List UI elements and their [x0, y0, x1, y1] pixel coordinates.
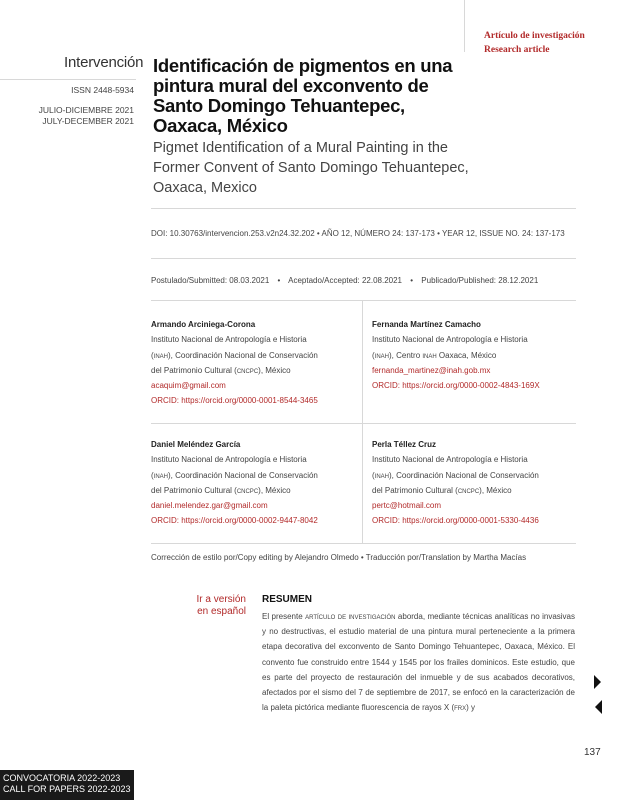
author-institution: Instituto Nacional de Antropología e Historia: [372, 455, 528, 465]
date-separator: •: [277, 276, 281, 285]
author-orcid-link[interactable]: ORCID: https://orcid.org/0000-0002-4843-169X: [372, 381, 540, 391]
credits-divider: [151, 543, 576, 544]
author-institution: Instituto Nacional de Antropología e Historia: [372, 335, 528, 345]
header-vertical-rule: [464, 0, 465, 52]
doi-divider-top: [151, 208, 576, 209]
author-orcid-link[interactable]: ORCID: https://orcid.org/0000-0002-9447-8042: [151, 516, 318, 526]
dates-divider: [151, 300, 576, 301]
submitted-date: Postulado/Submitted: 08.03.2021: [151, 276, 270, 285]
title-spanish: Identificación de pigmentos en una pintura mural del exconvento de Santo Domingo Tehuantepec, Oaxaca, México: [153, 55, 453, 136]
author-name: Armando Arciniega-Corona: [151, 320, 256, 329]
author-institution: (inah), Coordinación Nacional de Conservación: [372, 470, 539, 480]
issue-dates-es: JULIO-DICIEMBRE 2021: [38, 105, 134, 115]
author-name: Perla Téllez Cruz: [372, 440, 437, 449]
author-institution: (inah), Centro inah Oaxaca, México: [372, 350, 497, 360]
date-separator: •: [410, 276, 414, 285]
author-block: [372, 437, 577, 529]
author-email-link[interactable]: acaquim@gmail.com: [151, 381, 226, 391]
article-type: [484, 29, 585, 57]
goto-spanish-version-link[interactable]: Ir a versión en español: [196, 594, 246, 617]
author-block: [151, 317, 356, 409]
author-email-link[interactable]: daniel.melendez.gar@gmail.com: [151, 501, 268, 511]
author-block: [372, 317, 577, 393]
publication-dates: [151, 276, 538, 285]
author-orcid-link[interactable]: ORCID: https://orcid.org/0000-0001-5330-4436: [372, 516, 539, 526]
authors-divider: [151, 423, 576, 424]
title-english: Pigmet Identification of a Mural Painting in the Former Convent of Santo Domingo Tehuantepec, Oaxaca, Mexico: [153, 140, 469, 196]
author-email-link[interactable]: pertc@hotmail.com: [372, 501, 442, 511]
article-type-es: Artículo de investigación: [484, 31, 585, 41]
author-email-link[interactable]: fernanda_martinez@inah.gob.mx: [372, 365, 491, 375]
issue-dates: [39, 105, 134, 127]
call-for-papers-banner[interactable]: [0, 770, 134, 800]
author-institution: Instituto Nacional de Antropología e Historia: [151, 455, 307, 465]
author-institution: (inah), Coordinación Nacional de Conservación: [151, 470, 318, 480]
author-institution: Instituto Nacional de Antropología e Historia: [151, 335, 307, 345]
page-number: 137: [584, 747, 601, 758]
author-institution: del Patrimonio Cultural (cncpc), México: [151, 365, 291, 375]
abstract-text: El presente artículo de investigación aborda, mediante técnicas analíticas no invasivas y no destructivas, el estudio material de una pintura mural perteneciente a la primera etapa decorativa del exconvento de Santo Domingo Tehuantepec, Oaxaca, México. El convento fue construido entre 1544 y 1545 por los frailes dominicos. Este estudio, que es parte del proyecto de restauración del inmueble y de sus acabados decorativos, afectados por el sismo del 7 de septiembre de 2017, se enfocó en la caracterización de la paleta pictórica mediante fluorescencia de rayos X (frx) y: [262, 612, 575, 713]
call-for-papers-en: CALL FOR PAPERS 2022-2023: [3, 784, 131, 794]
issue-dates-en: JULY-DECEMBER 2021: [42, 116, 134, 126]
call-for-papers-es: CONVOCATORIA 2022-2023: [3, 773, 121, 783]
authors-column-rule: [362, 300, 363, 543]
author-institution: del Patrimonio Cultural (cncpc), México: [372, 485, 512, 495]
author-name: Fernanda Martínez Camacho: [372, 320, 481, 329]
author-institution: del Patrimonio Cultural (cncpc), México: [151, 485, 291, 495]
journal-name: Intervención: [64, 54, 144, 71]
author-orcid-link[interactable]: ORCID: https://orcid.org/0000-0001-8544-3465: [151, 396, 318, 406]
author-block: [151, 437, 356, 529]
next-page-arrow-icon[interactable]: [594, 675, 601, 689]
accepted-date: Aceptado/Accepted: 22.08.2021: [288, 276, 403, 285]
journal-divider: [0, 79, 136, 80]
published-date: Publicado/Published: 28.12.2021: [421, 276, 539, 285]
doi-divider-bottom: [151, 258, 576, 259]
author-institution: (inah), Coordinación Nacional de Conservación: [151, 350, 318, 360]
doi-line: DOI: 10.30763/intervencion.253.v2n24.32.202 • AÑO 12, NÚMERO 24: 137-173 • YEAR 12, ISSUE NO. 24: 137-173: [151, 229, 565, 238]
issn: ISSN 2448-5934: [71, 85, 134, 95]
abstract-heading: RESUMEN: [262, 594, 313, 605]
credits-line: Corrección de estilo por/Copy editing by Alejandro Olmedo • Traducción por/Translation by Martha Macías: [151, 553, 527, 562]
article-type-en: Research article: [484, 45, 550, 55]
author-name: Daniel Meléndez García: [151, 440, 241, 449]
previous-page-arrow-icon[interactable]: [595, 700, 602, 714]
